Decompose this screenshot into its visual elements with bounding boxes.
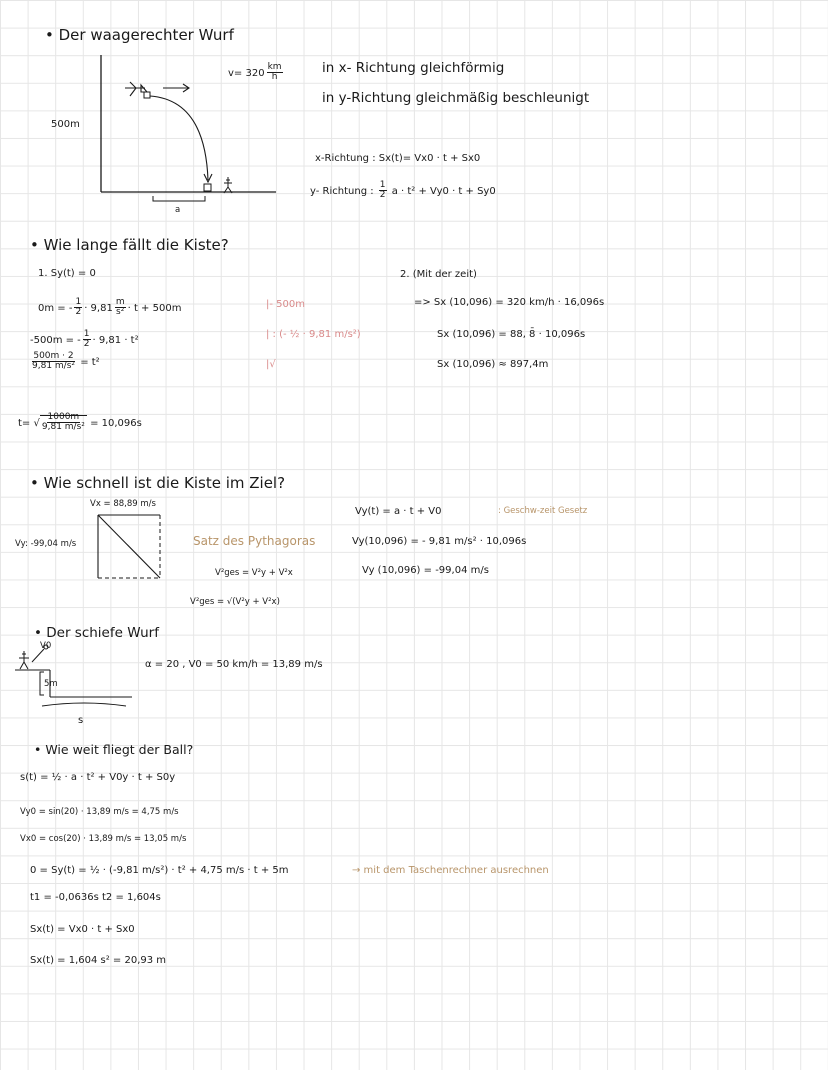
q1-result3: Sx (10,096) ≈ 897,4m [437,359,549,370]
section2-title: • Der schiefe Wurf [34,625,159,641]
distance-s-label: s [78,715,84,726]
q3-line4-note: → mit dem Taschenrechner ausrechnen [352,865,549,876]
distance-bracket [153,196,205,201]
pythagoras-label: Satz des Pythagoras [193,534,316,548]
person-icon [224,177,232,193]
box-icon [144,92,150,98]
q1-result1: => Sx (10,096) = 320 km/h · 16,096s [414,297,605,308]
vy-eq3: Vy (10,096) = -99,04 m/s [362,565,489,576]
line-y-direction: in y-Richtung gleichmäßig beschleunigt [322,90,590,106]
question2-title: • Wie schnell ist die Kiste im Ziel? [30,474,286,492]
height-5m-label: 5m [44,679,58,689]
vy-label: Vy: -99,04 m/s [15,539,77,549]
pythagoras-eq1: V²ges = V²y + V²x [215,568,293,578]
trajectory-arrow [150,96,208,180]
vy-law: Vy(t) = a · t + V0 [355,506,442,517]
q3-line4: 0 = Sy(t) = ½ · (-9,81 m/s²) · t² + 4,75 m/s · t + 5m [30,865,289,876]
vy-eq2: Vy(10,096) = - 9,81 m/s² · 10,096s [352,536,527,547]
target-box [204,184,211,191]
q1-eq1: 0m = - $\frac{1}{2}$ · 9,81 $\frac{m}{\text{s²}}$ · t + 500m [38,297,182,318]
v0-label: V0 [40,641,52,651]
line-x-direction: in x- Richtung gleichförmig [322,60,505,76]
q1-eq2: -500m = - $\frac{1}{2}$ · 9,81 · t² [30,329,139,350]
q1-eq4: t= √ $\frac{1000m}{\text{9,81 m/s²}}$ = 10,096s [18,412,142,433]
vx-label: Vx = 88,89 m/s [90,499,156,509]
distance-brace [42,703,126,706]
q3-line6: Sx(t) = Vx0 · t + Sx0 [30,924,135,935]
distance-label: a [175,205,181,215]
q3-line1: s(t) = ½ · a · t² + V0y · t + S0y [20,772,176,783]
velocity-label: v= 320 $\frac{km}{h}$ [228,62,282,83]
question3-title: • Wie weit fliegt der Ball? [34,742,194,757]
q3-line3: Vx0 = cos(20) · 13,89 m/s = 13,05 m/s [20,834,187,844]
question1-title: • Wie lange fällt die Kiste? [30,236,229,254]
q1-step2: 2. (Mit der zeit) [400,269,477,280]
q1-note3: |√ [266,359,276,370]
formula-y: y- Richtung : $\frac{1}{2}$ a · t² + Vy0 · t + Sy0 [310,180,496,201]
pythagoras-eq2: V²ges = √(V²y + V²x) [190,597,280,607]
resultant-vector [98,515,160,578]
thrower-icon [19,651,29,669]
q3-line7: Sx(t) = 1,604 s² = 20,93 m [30,955,167,966]
q1-note2: | : (- ½ · 9,81 m/s²) [266,329,361,340]
formula-x: x-Richtung : Sx(t)= Vx0 · t + Sx0 [315,153,481,164]
section2-params: α = 20 , V0 = 50 km/h = 13,89 m/s [145,659,323,670]
q3-line5: t1 = -0,0636s t2 = 1,604s [30,892,161,903]
q1-step1: 1. Sy(t) = 0 [38,268,96,279]
vy-law-note: : Geschw-zeit Gesetz [498,506,588,516]
q1-note1: |- 500m [266,299,305,310]
q1-result2: Sx (10,096) = 88, 8̄ · 10,096s [437,329,586,340]
q1-eq3: $\frac{500m \cdot 2}{\text{9,81 m/s²}}$ = t² [32,351,100,372]
section-title: • Der waagerechter Wurf [45,26,234,44]
q3-line2: Vy0 = sin(20) · 13,89 m/s = 4,75 m/s [20,807,179,817]
height-label: 500m [51,119,80,130]
